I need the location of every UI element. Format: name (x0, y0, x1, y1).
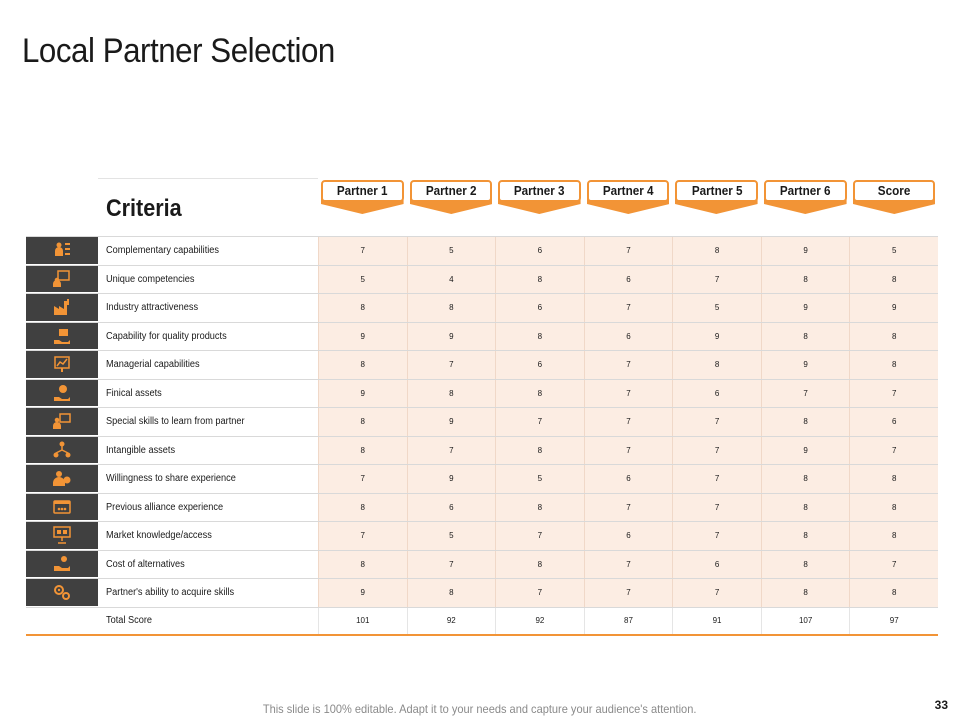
score-cell: 8 (761, 323, 850, 351)
score-cell: 8 (407, 294, 496, 322)
column-header-3 (495, 178, 584, 236)
chart-board-icon (26, 351, 98, 379)
score-cell: 6 (407, 494, 496, 522)
score-cell: 7 (318, 522, 407, 550)
score-cell: 7 (672, 465, 761, 493)
column-header-7 (850, 178, 939, 236)
table-row (26, 436, 938, 465)
score-cell: 8 (672, 237, 761, 265)
score-cell: 9 (761, 294, 850, 322)
criteria-header-label: Criteria (106, 195, 182, 222)
column-header-4 (584, 178, 673, 236)
score-cell: 8 (318, 351, 407, 379)
score-cell: 7 (407, 551, 496, 579)
score-cell: 6 (584, 522, 673, 550)
table-row (26, 578, 938, 607)
table-row (26, 236, 938, 265)
criteria-header (98, 178, 318, 236)
score-cell: 9 (407, 408, 496, 436)
criteria-label: Industry attractiveness (105, 302, 199, 314)
money-hand-icon (26, 380, 98, 408)
score-cell: 9 (407, 465, 496, 493)
score-cell: 5 (318, 266, 407, 294)
table-header (26, 178, 938, 236)
total-score-label: Total Score (105, 615, 153, 626)
score-cell: 9 (407, 323, 496, 351)
score-cell: 8 (318, 408, 407, 436)
score-cell: 7 (584, 351, 673, 379)
score-cell: 8 (672, 351, 761, 379)
score-cell: 9 (761, 437, 850, 465)
score-cell: 8 (761, 408, 850, 436)
score-cell: 7 (672, 437, 761, 465)
score-cell: 5 (672, 294, 761, 322)
criteria-label: Market knowledge/access (105, 530, 212, 542)
column-header-label: Partner 1 (321, 180, 404, 202)
column-header-label: Partner 2 (410, 180, 493, 202)
table-row (26, 521, 938, 550)
score-cell: 6 (495, 351, 584, 379)
column-header-label: Partner 6 (764, 180, 847, 202)
total-score-cell: 92 (495, 608, 584, 634)
score-cell: 6 (584, 465, 673, 493)
score-cell: 7 (672, 408, 761, 436)
coin-hand-icon (26, 551, 98, 579)
score-cell: 9 (318, 380, 407, 408)
score-cell: 9 (672, 323, 761, 351)
score-cell: 7 (495, 522, 584, 550)
score-cell: 8 (849, 323, 938, 351)
score-cell: 8 (495, 551, 584, 579)
total-score-cell: 97 (849, 608, 938, 634)
score-cell: 8 (849, 351, 938, 379)
score-cell: 8 (318, 551, 407, 579)
score-cell: 7 (495, 579, 584, 607)
score-cell: 8 (761, 494, 850, 522)
score-cell: 7 (495, 408, 584, 436)
score-cell: 8 (761, 465, 850, 493)
score-cell: 7 (584, 579, 673, 607)
total-score-cell: 87 (584, 608, 673, 634)
share-user-icon (26, 465, 98, 493)
score-cell: 9 (761, 351, 850, 379)
score-cell: 6 (672, 380, 761, 408)
score-cell: 9 (849, 294, 938, 322)
table-row (26, 350, 938, 379)
column-header-label: Partner 3 (498, 180, 581, 202)
table-row (26, 265, 938, 294)
column-header-6 (761, 178, 850, 236)
criteria-label: Partner's ability to acquire skills (105, 587, 235, 599)
score-cell: 6 (584, 266, 673, 294)
criteria-label: Intangible assets (105, 444, 176, 456)
score-cell: 6 (584, 323, 673, 351)
criteria-label: Capability for quality products (105, 330, 227, 342)
score-cell: 8 (495, 266, 584, 294)
table-row (26, 379, 938, 408)
score-cell: 8 (761, 522, 850, 550)
criteria-label: Previous alliance experience (105, 501, 224, 513)
footer-note: This slide is 100% editable. Adapt it to your needs and capture your audience's attention. (263, 702, 697, 716)
score-cell: 8 (318, 294, 407, 322)
score-cell: 7 (584, 380, 673, 408)
person-board-icon (26, 266, 98, 294)
criteria-label: Complementary capabilities (105, 245, 220, 257)
total-score-cell: 92 (407, 608, 496, 634)
score-cell: 8 (495, 494, 584, 522)
score-cell: 8 (407, 380, 496, 408)
criteria-label: Unique competencies (105, 273, 195, 285)
total-score-cell: 101 (318, 608, 407, 634)
score-cell: 7 (318, 237, 407, 265)
score-cell: 7 (318, 465, 407, 493)
criteria-label: Willingness to share experience (105, 473, 236, 485)
presentation-icon (26, 408, 98, 436)
column-header-1 (318, 178, 407, 236)
score-cell: 8 (761, 551, 850, 579)
score-cell: 7 (584, 237, 673, 265)
score-cell: 7 (672, 522, 761, 550)
score-cell: 7 (407, 437, 496, 465)
table-row (26, 293, 938, 322)
score-cell: 7 (672, 494, 761, 522)
score-cell: 8 (318, 437, 407, 465)
score-cell: 7 (584, 294, 673, 322)
partner-selection-table (26, 178, 938, 636)
score-cell: 6 (495, 294, 584, 322)
total-score-cell: 91 (672, 608, 761, 634)
column-header-5 (672, 178, 761, 236)
page-number: 33 (934, 698, 948, 712)
gears-icon (26, 579, 98, 607)
score-cell: 7 (584, 551, 673, 579)
score-cell: 7 (584, 437, 673, 465)
column-header-label: Partner 4 (587, 180, 670, 202)
score-cell: 8 (495, 323, 584, 351)
score-cell: 8 (849, 465, 938, 493)
score-cell: 7 (584, 408, 673, 436)
score-cell: 8 (495, 437, 584, 465)
score-cell: 9 (318, 323, 407, 351)
score-cell: 8 (318, 494, 407, 522)
score-cell: 8 (761, 266, 850, 294)
browser-icon (26, 494, 98, 522)
factory-icon (26, 294, 98, 322)
score-cell: 6 (672, 551, 761, 579)
table-row (26, 493, 938, 522)
score-cell: 5 (495, 465, 584, 493)
score-cell: 6 (849, 408, 938, 436)
score-cell: 9 (318, 579, 407, 607)
table-row (26, 322, 938, 351)
score-cell: 7 (672, 579, 761, 607)
criteria-label: Special skills to learn from partner (105, 416, 245, 428)
score-cell: 7 (407, 351, 496, 379)
score-cell: 5 (407, 237, 496, 265)
score-cell: 7 (849, 380, 938, 408)
score-cell: 8 (849, 266, 938, 294)
column-header-label: Score (853, 180, 936, 202)
criteria-label: Finical assets (105, 387, 162, 399)
score-cell: 8 (761, 579, 850, 607)
table-row (26, 464, 938, 493)
score-cell: 8 (407, 579, 496, 607)
team-icon (26, 237, 98, 265)
score-cell: 7 (584, 494, 673, 522)
score-cell: 7 (672, 266, 761, 294)
score-cell: 5 (407, 522, 496, 550)
total-score-row (26, 607, 938, 636)
slide-title: Local Partner Selection (22, 32, 335, 70)
score-cell: 8 (849, 522, 938, 550)
table-row (26, 407, 938, 436)
box-hand-icon (26, 323, 98, 351)
score-cell: 5 (849, 237, 938, 265)
criteria-label: Managerial capabilities (105, 359, 200, 371)
score-cell: 6 (495, 237, 584, 265)
score-cell: 7 (761, 380, 850, 408)
score-cell: 4 (407, 266, 496, 294)
score-cell: 8 (495, 380, 584, 408)
column-header-label: Partner 5 (675, 180, 758, 202)
table-row (26, 550, 938, 579)
total-score-cell: 107 (761, 608, 850, 634)
score-cell: 7 (849, 437, 938, 465)
network-icon (26, 437, 98, 465)
monitor-stand-icon (26, 522, 98, 550)
score-cell: 9 (761, 237, 850, 265)
score-cell: 7 (849, 551, 938, 579)
criteria-label: Cost of alternatives (105, 558, 185, 570)
score-cell: 8 (849, 579, 938, 607)
score-cell: 8 (849, 494, 938, 522)
column-header-2 (407, 178, 496, 236)
